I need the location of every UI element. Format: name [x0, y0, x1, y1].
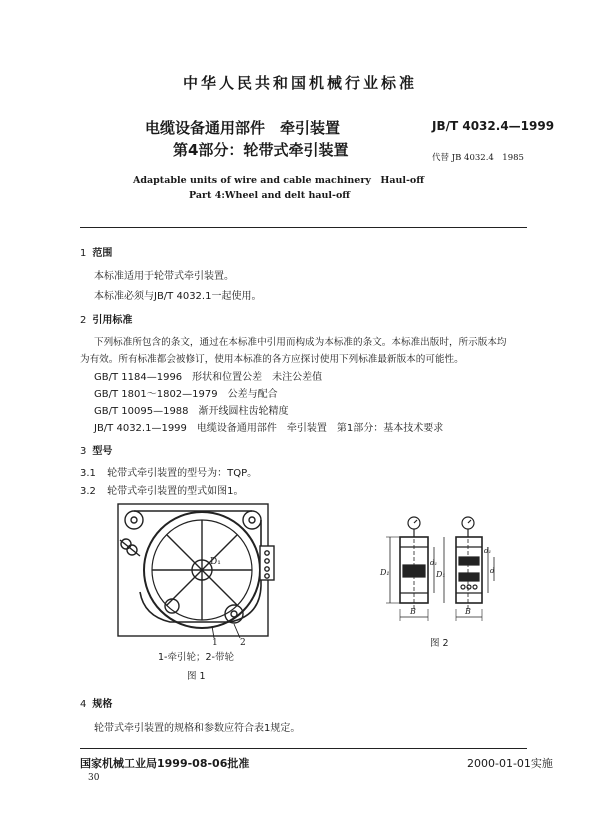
figure-1-legend: 1-牵引轮；2-带轮 — [158, 652, 234, 663]
effective-date: 2000-01-01实施 — [467, 757, 553, 770]
section-4-text: 轮带式牵引装置的规格和参数应符合表1规定。 — [94, 723, 301, 734]
section-3-title: 型号 — [92, 446, 113, 457]
idler-pulley-top-left — [125, 511, 143, 529]
section-1-line-2: 本标准必须与JB/T 4032.1一起使用。 — [94, 291, 262, 302]
reference-item: JB/T 4032.1—1999 电缆设备通用部件 牵引装置 第1部分：基本技术要求 — [94, 423, 444, 434]
figure-1-dim-label: D₁ — [210, 557, 221, 567]
section-3-number: 3 — [80, 446, 87, 457]
dim-label-d1-right: d₁ — [484, 547, 492, 555]
figure-2-drawing — [372, 513, 502, 628]
section-2-para-line-1: 下列标准所包含的条文，通过在本标准中引用而构成为本标准的条文。本标准出版时，所示版本均 — [94, 337, 507, 348]
standard-number: JB/T 4032.4—1999 — [432, 119, 555, 133]
clause-number: 3.2 — [80, 486, 96, 497]
leader-label-2: 2 — [240, 638, 246, 648]
section-4-heading — [80, 695, 112, 710]
reference-item: GB/T 10095—1988 渐开线圆柱齿轮精度 — [94, 406, 289, 417]
clause-text: 轮带式牵引装置的型号为：TQP。 — [107, 468, 258, 479]
dim-label-B-right: B — [465, 607, 471, 616]
section-2-para-line-2: 为有效。所有标准都会被修订，使用本标准的各方应探讨使用下列标准最新版本的可能性。 — [80, 354, 464, 365]
section-3-heading — [80, 442, 112, 457]
header-divider — [80, 227, 527, 228]
clause-text: 轮带式牵引装置的型式如图1。 — [107, 486, 244, 497]
section-4-number: 4 — [80, 699, 87, 710]
leader-label-1: 1 — [212, 638, 218, 648]
reference-item: GB/T 1184—1996 形状和位置公差 未注公差值 — [94, 372, 323, 383]
reference-item: GB/T 1801～1802—1979 公差与配合 — [94, 389, 278, 400]
section-1-heading — [80, 244, 112, 259]
dim-label-B-left: B — [410, 607, 416, 616]
standard-body-header: 中华人民共和国机械行业标准 — [182, 74, 417, 92]
figure-2-caption: 图 2 — [430, 638, 449, 649]
dim-label-d1-left: d₁ — [430, 559, 438, 567]
section-1-number: 1 — [80, 248, 87, 259]
clause-3-1 — [80, 464, 257, 479]
figure-1-drawing — [110, 498, 285, 648]
english-title-2: Part 4:Wheel and delt haul-off — [189, 190, 351, 201]
section-4-title: 规格 — [92, 699, 113, 710]
section-2-title: 引用标准 — [92, 315, 133, 326]
page-number: 30 — [88, 773, 100, 783]
title-line-2: 第4部分：轮带式牵引装置 — [173, 141, 349, 159]
english-title-1: Adaptable units of wire and cable machinery Haul-off — [133, 175, 425, 186]
issued-date: 国家机械工业局1999-08-06批准 — [80, 757, 250, 770]
clause-3-2 — [80, 482, 243, 497]
dim-label-D1-right: D₁ — [436, 570, 446, 579]
section-2-number: 2 — [80, 315, 87, 326]
replaces-note: 代替 JB 4032.4 1985 — [432, 153, 524, 163]
footer-divider — [80, 748, 527, 749]
dim-label-D1-left: D₁ — [380, 568, 390, 577]
title-line-1: 电缆设备通用部件 牵引装置 — [145, 119, 341, 137]
dim-label-d: d — [490, 567, 495, 575]
section-1-line-1: 本标准适用于轮带式牵引装置。 — [94, 271, 234, 282]
clause-number: 3.1 — [80, 468, 96, 479]
idler-pulley-top-right — [243, 511, 261, 529]
section-2-heading — [80, 311, 132, 326]
figure-1-caption: 图 1 — [187, 671, 206, 682]
section-1-title: 范围 — [92, 248, 113, 259]
